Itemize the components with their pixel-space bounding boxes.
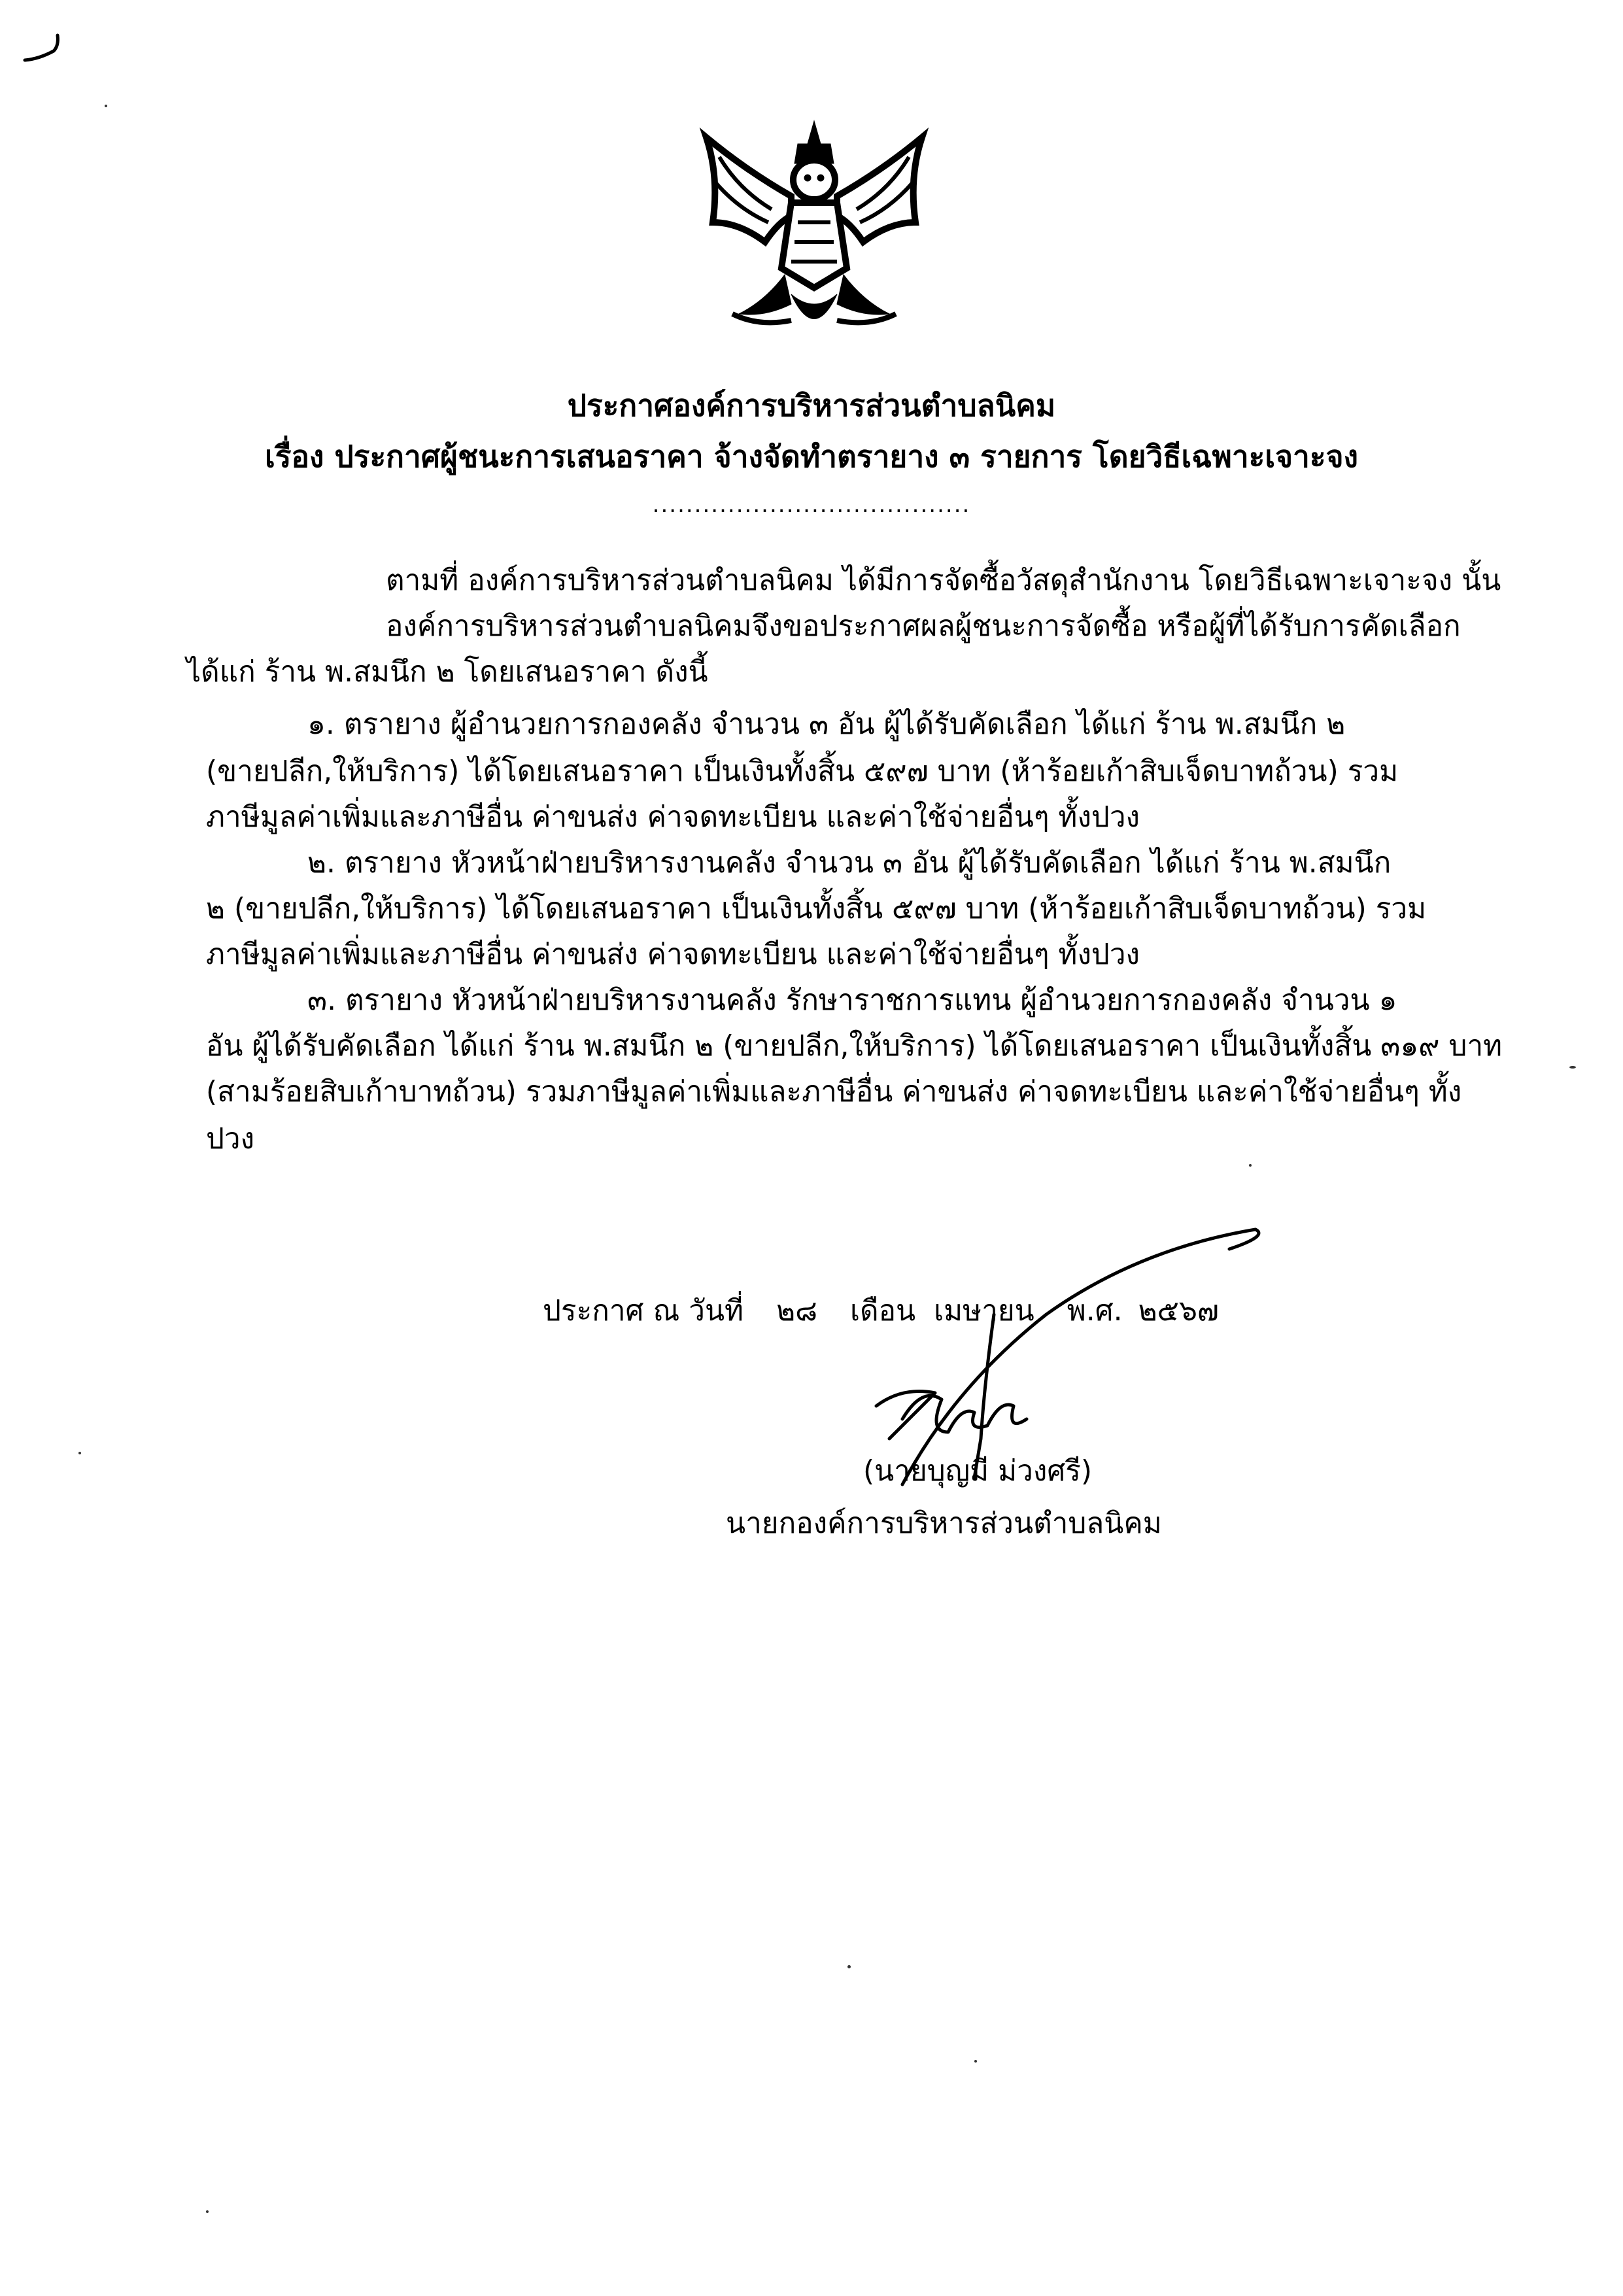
announcement-subject: เรื่อง ประกาศผู้ชนะการเสนอราคา จ้างจัดทำตรายาง ๓ รายการ โดยวิธีเฉพาะเจาะจง — [265, 439, 1358, 474]
title-separator: ...................................... — [652, 492, 971, 518]
intro-line-2: องค์การบริหารส่วนตำบลนิคมจึงขอประกาศผลผู้ชนะการจัดซื้อ หรือผู้ที่ได้รับการคัดเลือก — [386, 609, 1461, 643]
scan-speck — [78, 1452, 81, 1454]
date-month: เมษายน — [934, 1294, 1034, 1328]
date-month-label: เดือน — [850, 1294, 916, 1328]
item-1-line-3: ภาษีมูลค่าเพิ่มและภาษีอื่น ค่าขนส่ง ค่าจดทะเบียน และค่าใช้จ่ายอื่นๆ ทั้งปวง — [206, 800, 1140, 834]
date-year-label: พ.ศ. — [1067, 1294, 1123, 1328]
intro-line-1: ตามที่ องค์การบริหารส่วนตำบลนิคม ได้มีการจัดซื้อวัสดุสำนักงาน โดยวิธีเฉพาะเจาะจง นั้น — [386, 564, 1501, 597]
scan-speck — [105, 105, 107, 107]
item-3-line-3: (สามร้อยสิบเก้าบาทถ้วน) รวมภาษีมูลค่าเพิ่มและภาษีอื่น ค่าขนส่ง ค่าจดทะเบียน และค่าใช้จ่ายอื่นๆ ทั้ง — [206, 1075, 1462, 1108]
item-3-line-2: อัน ผู้ได้รับคัดเลือก ได้แก่ ร้าน พ.สมนึก ๒ (ขายปลีก,ให้บริการ) ได้โดยเสนอราคา เป็นเงินทั้งสิ้น ๓๑๙ บาท — [206, 1029, 1503, 1063]
item-2-line-3: ภาษีมูลค่าเพิ่มและภาษีอื่น ค่าขนส่ง ค่าจดทะเบียน และค่าใช้จ่ายอื่นๆ ทั้งปวง — [206, 938, 1140, 971]
intro-line-3: ได้แก่ ร้าน พ.สมนึก ๒ โดยเสนอราคา ดังนี้ — [186, 655, 708, 689]
item-2-line-1: ๒. ตรายาง หัวหน้าฝ่ายบริหารงานคลัง จำนวน ๓ อัน ผู้ได้รับคัดเลือก ได้แก่ ร้าน พ.สมนึก — [307, 846, 1392, 880]
signer-position: นายกองค์การบริหารส่วนตำบลนิคม — [726, 1507, 1162, 1540]
scan-speck — [206, 2210, 209, 2213]
item-2-line-2: ๒ (ขายปลีก,ให้บริการ) ได้โดยเสนอราคา เป็นเงินทั้งสิ้น ๕๙๗ บาท (ห้าร้อยเก้าสิบเจ็ดบาทถ้วน) รวม — [206, 892, 1427, 925]
date-year: ๒๕๖๗ — [1138, 1294, 1219, 1328]
item-1-line-2: (ขายปลีก,ให้บริการ) ได้โดยเสนอราคา เป็นเงินทั้งสิ้น ๕๙๗ บาท (ห้าร้อยเก้าสิบเจ็ดบาทถ้วน) รวม — [206, 755, 1399, 788]
item-1-line-1: ๑. ตรายาง ผู้อำนวยการกองคลัง จำนวน ๓ อัน ผู้ได้รับคัดเลือก ได้แก่ ร้าน พ.สมนึก ๒ — [307, 708, 1346, 741]
item-3-line-1: ๓. ตรายาง หัวหน้าฝ่ายบริหารงานคลัง รักษาราชการแทน ผู้อำนวยการกองคลัง จำนวน ๑ — [307, 984, 1397, 1017]
date-day: ๒๘ — [776, 1294, 818, 1328]
scan-speck — [974, 2060, 977, 2063]
garuda-emblem-icon — [693, 118, 935, 343]
item-3-line-4: ปวง — [206, 1122, 255, 1156]
corner-check-mark-icon — [20, 26, 72, 65]
date-prefix: ประกาศ ณ วันที่ — [543, 1294, 744, 1328]
announcement-title: ประกาศองค์การบริหารส่วนตำบลนิคม — [567, 388, 1056, 423]
scan-speck — [1249, 1164, 1252, 1167]
scan-speck — [1569, 1066, 1576, 1069]
scan-speck — [847, 1965, 851, 1968]
signer-name: (นายบุญมี ม่วงศรี) — [863, 1454, 1093, 1488]
